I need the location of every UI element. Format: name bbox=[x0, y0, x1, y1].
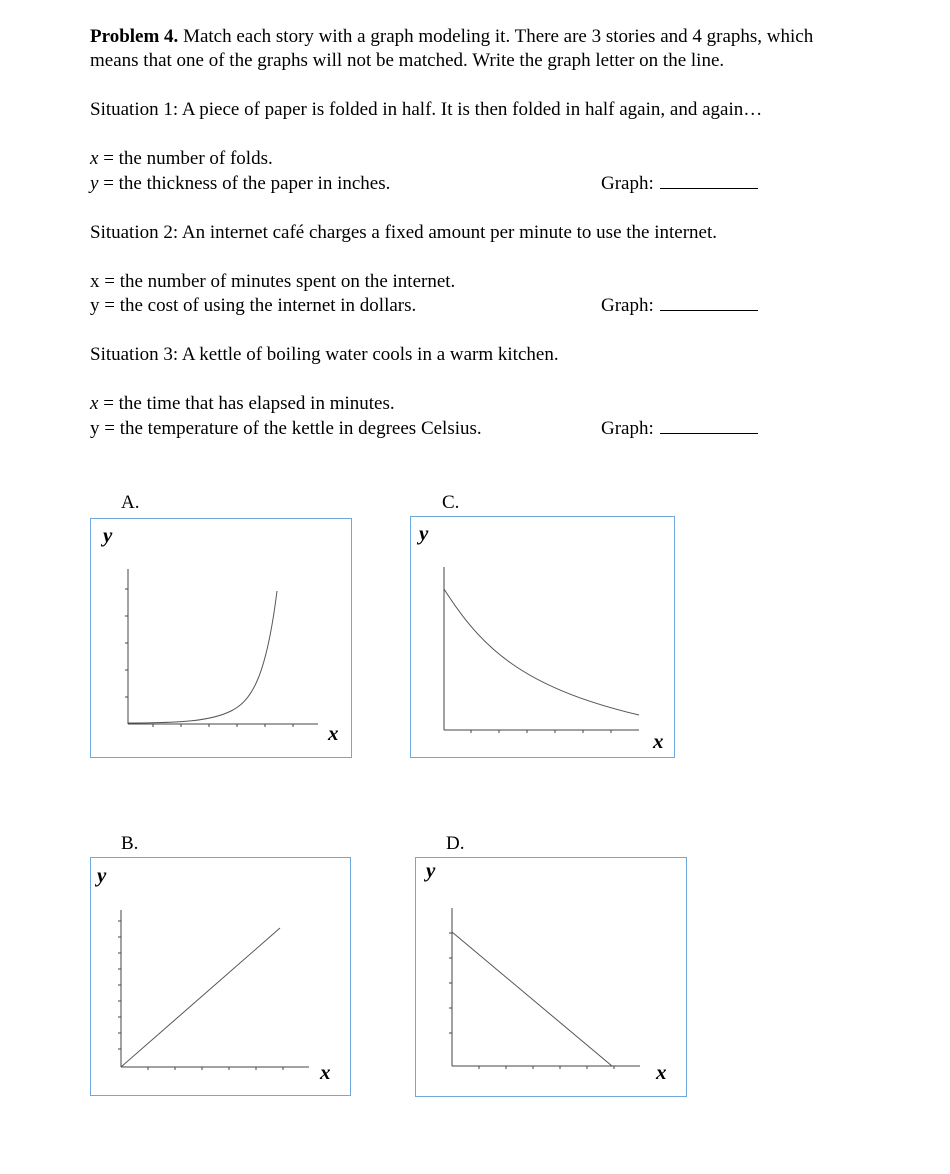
problem-intro-line1: Match each story with a graph modeling it. There are 3 stories and 4 graphs, which bbox=[183, 26, 814, 47]
situation-1-title: Situation 1: A piece of paper is folded in half. It is then folded in half again, and again… bbox=[90, 99, 763, 120]
graph-a bbox=[90, 518, 352, 758]
situation-2-title: Situation 2: An internet café charges a fixed amount per minute to use the internet. bbox=[90, 222, 717, 243]
situation-1-answer bbox=[601, 173, 758, 195]
x-definition: = the number of folds. bbox=[103, 148, 273, 169]
graph-c-plot bbox=[411, 517, 676, 759]
answer-blank-1[interactable] bbox=[660, 174, 758, 189]
y-definition: = the temperature of the kettle in degrees Celsius. bbox=[104, 418, 482, 439]
x-definition: = the number of minutes spent on the internet. bbox=[104, 271, 456, 292]
y-variable: y bbox=[90, 295, 100, 316]
situation-1-y-def bbox=[90, 173, 390, 195]
situation-3-answer bbox=[601, 418, 758, 440]
situation-1-x-def bbox=[90, 148, 273, 170]
graph-c-letter: C. bbox=[442, 492, 460, 513]
situation-3-title: Situation 3: A kettle of boiling water cools in a warm kitchen. bbox=[90, 344, 559, 365]
graph-b-plot bbox=[91, 858, 352, 1097]
graph-c-x-label: x bbox=[653, 729, 664, 753]
graph-a-x-label: x bbox=[328, 721, 339, 745]
graph-answer-label: Graph: bbox=[601, 295, 654, 316]
x-variable: x bbox=[90, 148, 99, 169]
situation-3-y-def bbox=[90, 418, 482, 440]
graph-answer-label: Graph: bbox=[601, 173, 654, 194]
graph-b bbox=[90, 857, 351, 1096]
y-definition: = the thickness of the paper in inches. bbox=[103, 173, 391, 194]
problem-intro bbox=[90, 26, 813, 48]
answer-blank-2[interactable] bbox=[660, 296, 758, 311]
graph-d-plot bbox=[416, 858, 688, 1098]
graph-d-letter: D. bbox=[446, 833, 465, 854]
y-variable: y bbox=[90, 173, 99, 194]
problem-intro-line2: means that one of the graphs will not be matched. Write the graph letter on the line. bbox=[90, 50, 725, 71]
graph-d bbox=[415, 857, 687, 1097]
situation-3-x-def bbox=[90, 393, 395, 415]
graph-b-y-label: y bbox=[97, 863, 107, 887]
graph-a-letter: A. bbox=[121, 492, 140, 513]
y-variable: y bbox=[90, 418, 100, 439]
situation-2-answer bbox=[601, 295, 758, 317]
x-definition: = the time that has elapsed in minutes. bbox=[103, 393, 395, 414]
graph-a-y-label: y bbox=[103, 523, 113, 547]
x-variable: x bbox=[90, 393, 99, 414]
graph-answer-label: Graph: bbox=[601, 418, 654, 439]
x-variable: x bbox=[90, 271, 100, 292]
answer-blank-3[interactable] bbox=[660, 419, 758, 434]
y-definition: = the cost of using the internet in dollars. bbox=[104, 295, 417, 316]
situation-2-x-def bbox=[90, 271, 455, 293]
graph-a-plot bbox=[91, 519, 353, 759]
graph-c-y-label: y bbox=[419, 521, 429, 545]
problem-label: Problem 4. bbox=[90, 26, 179, 47]
graph-b-x-label: x bbox=[320, 1060, 331, 1084]
situation-2-y-def bbox=[90, 295, 416, 317]
graph-c bbox=[410, 516, 675, 758]
graph-d-x-label: x bbox=[656, 1060, 667, 1084]
graph-b-letter: B. bbox=[121, 833, 139, 854]
graph-d-y-label: y bbox=[426, 858, 436, 882]
